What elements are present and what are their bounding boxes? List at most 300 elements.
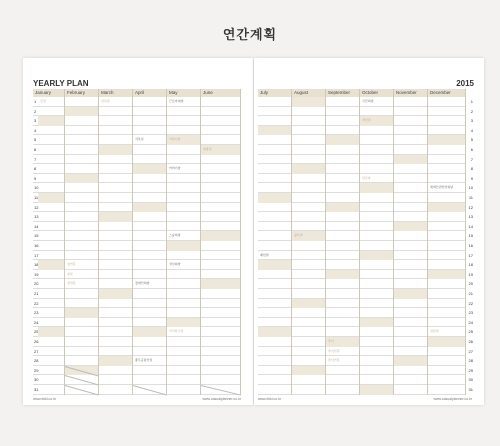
day-row-16	[258, 241, 473, 251]
day-cell	[394, 116, 428, 126]
month-header-row	[258, 89, 466, 97]
day-cell	[360, 183, 394, 193]
day-cell	[99, 212, 133, 222]
day-cell	[360, 241, 394, 251]
day-number: 5	[470, 137, 473, 143]
day-cell	[326, 145, 360, 155]
day-number: 31	[34, 387, 39, 392]
day-cell	[99, 135, 133, 145]
day-cell	[360, 231, 394, 241]
holiday-note: 성년의날	[169, 262, 181, 267]
day-cell	[99, 260, 133, 270]
day-cell	[99, 126, 133, 136]
day-cell	[292, 135, 326, 145]
holiday-note: 한글날	[362, 175, 371, 180]
day-cell	[133, 203, 167, 213]
day-cell	[167, 107, 201, 117]
day-number: 19	[34, 271, 39, 277]
month-august: August	[292, 89, 326, 97]
day-cell	[201, 193, 241, 203]
day-cell	[360, 135, 394, 145]
day-cell	[258, 164, 292, 174]
holiday-note: 어버이날	[169, 166, 181, 171]
day-cell	[133, 375, 167, 385]
day-row-3	[33, 116, 241, 126]
day-cell	[360, 251, 394, 261]
day-cell	[326, 260, 360, 270]
day-cell	[99, 183, 133, 193]
month-october: October	[360, 89, 394, 97]
day-cell	[201, 97, 241, 107]
day-cell	[360, 145, 394, 155]
day-cell	[258, 126, 292, 136]
day-cell	[394, 241, 428, 251]
day-cell	[326, 212, 360, 222]
day-number: 25	[34, 329, 39, 335]
day-cell	[292, 347, 326, 357]
day-row-11	[33, 193, 241, 203]
day-cell	[65, 135, 99, 145]
day-cell	[428, 366, 466, 376]
day-cell	[326, 279, 360, 289]
month-july: July	[258, 89, 292, 97]
day-cell	[428, 222, 466, 232]
day-cell	[133, 222, 167, 232]
day-number: 14	[468, 223, 473, 229]
day-cell	[394, 308, 428, 318]
day-cell	[99, 299, 133, 309]
day-row-24	[258, 318, 473, 328]
day-cell	[99, 308, 133, 318]
day-cell	[99, 318, 133, 328]
day-number: 28	[34, 358, 39, 364]
day-cell	[65, 318, 99, 328]
day-cell	[133, 318, 167, 328]
day-row-12	[258, 203, 473, 213]
day-cell	[292, 289, 326, 299]
holiday-note: 추석연휴	[328, 348, 340, 353]
day-cell	[292, 308, 326, 318]
day-row-1	[33, 97, 241, 107]
day-cell	[394, 135, 428, 145]
day-cell	[428, 260, 466, 270]
day-cell	[133, 97, 167, 107]
day-cell	[133, 308, 167, 318]
day-cell	[428, 308, 466, 318]
day-number: 22	[468, 300, 473, 306]
day-cell	[65, 222, 99, 232]
day-number: 10	[468, 185, 473, 191]
yearly-plan-right-page	[254, 58, 484, 405]
day-cell	[428, 107, 466, 117]
day-number: 26	[34, 339, 39, 344]
day-cell	[167, 375, 201, 385]
day-cell	[38, 347, 65, 357]
holiday-note: 제헌절	[260, 252, 269, 257]
day-cell	[394, 126, 428, 136]
day-cell	[258, 289, 292, 299]
day-row-10	[33, 183, 241, 193]
day-cell	[394, 260, 428, 270]
day-cell	[65, 251, 99, 261]
day-number: 3	[34, 118, 37, 124]
day-cell	[360, 155, 394, 165]
day-cell	[292, 145, 326, 155]
day-row-20	[258, 279, 473, 289]
day-cell	[292, 164, 326, 174]
day-row-19	[33, 270, 241, 280]
day-number: 24	[34, 319, 39, 325]
day-cell	[167, 126, 201, 136]
day-cell	[38, 193, 65, 203]
day-cell	[99, 116, 133, 126]
holiday-note: 삼일절	[101, 99, 110, 103]
day-cell	[38, 251, 65, 261]
day-cell	[292, 126, 326, 136]
day-cell	[292, 260, 326, 270]
day-number: 8	[34, 166, 37, 172]
day-number: 29	[34, 367, 39, 373]
day-cell	[258, 174, 292, 184]
day-number: 2	[34, 108, 37, 114]
day-cell	[201, 231, 241, 241]
month-september: September	[326, 89, 360, 97]
day-cell	[394, 356, 428, 366]
day-cell	[326, 327, 360, 337]
day-cell	[65, 327, 99, 337]
day-number: 9	[34, 175, 37, 181]
day-cell	[201, 174, 241, 184]
day-cell	[360, 270, 394, 280]
day-number: 28	[468, 358, 473, 364]
day-row-24	[33, 318, 241, 328]
day-cell	[394, 97, 428, 107]
day-cell	[360, 164, 394, 174]
day-cell	[65, 116, 99, 126]
day-cell	[292, 222, 326, 232]
day-cell	[428, 231, 466, 241]
day-row-30	[33, 375, 241, 385]
day-cell	[201, 107, 241, 117]
day-number: 27	[468, 348, 473, 354]
day-cell	[201, 183, 241, 193]
day-cell	[326, 308, 360, 318]
day-cell	[326, 385, 360, 395]
day-cell	[360, 260, 394, 270]
day-cell	[65, 356, 99, 366]
holiday-note: 설연휴	[67, 281, 76, 286]
day-cell	[258, 116, 292, 126]
month-february: February	[65, 89, 99, 97]
day-cell	[428, 337, 466, 347]
day-cell	[326, 231, 360, 241]
day-number: 7	[34, 156, 37, 162]
day-row-8	[33, 164, 241, 174]
holiday-note: 세계인권선언의날	[430, 185, 454, 190]
day-cell	[38, 174, 65, 184]
day-cell	[201, 251, 241, 261]
day-cell	[133, 327, 167, 337]
day-cell	[258, 212, 292, 222]
year-header: 2015	[456, 79, 474, 88]
day-cell	[133, 347, 167, 357]
day-cell	[428, 251, 466, 261]
day-cell	[133, 174, 167, 184]
day-row-29	[258, 366, 473, 376]
day-cell	[201, 289, 241, 299]
day-cell	[360, 327, 394, 337]
day-cell	[38, 356, 65, 366]
day-number: 24	[468, 319, 473, 325]
day-cell	[394, 222, 428, 232]
holiday-note: 석가탄신일	[169, 329, 184, 334]
day-cell	[326, 155, 360, 165]
day-number: 13	[34, 214, 39, 220]
day-cell	[292, 107, 326, 117]
day-cell	[201, 366, 241, 376]
day-cell	[394, 366, 428, 376]
day-cell	[394, 279, 428, 289]
day-number: 2	[470, 108, 473, 114]
day-cell	[258, 375, 292, 385]
day-cell	[428, 212, 466, 222]
day-cell	[167, 145, 201, 155]
day-row-30	[258, 375, 473, 385]
day-cell	[258, 308, 292, 318]
day-cell	[38, 308, 65, 318]
day-row-15	[33, 231, 241, 241]
day-row-28	[258, 356, 473, 366]
day-cell	[258, 193, 292, 203]
day-cell	[428, 116, 466, 126]
day-row-25	[33, 327, 241, 337]
day-cell	[258, 155, 292, 165]
day-cell	[201, 203, 241, 213]
day-cell	[167, 203, 201, 213]
day-cell	[292, 241, 326, 251]
day-number: 20	[34, 281, 39, 287]
day-row-6	[258, 145, 473, 155]
day-number: 19	[468, 271, 473, 277]
day-row-26	[33, 337, 241, 347]
day-cell	[201, 337, 241, 347]
day-cell	[38, 203, 65, 213]
day-cell	[326, 270, 360, 280]
day-cell	[167, 212, 201, 222]
day-number: 13	[468, 214, 473, 220]
holiday-note: 성탄절	[430, 329, 439, 334]
day-cell	[38, 260, 65, 270]
day-cell	[360, 366, 394, 376]
day-cell	[38, 107, 65, 117]
day-cell	[133, 116, 167, 126]
day-cell	[292, 327, 326, 337]
footer-right-url: www.casualplanner.co.kr	[433, 397, 472, 401]
day-row-4	[258, 126, 473, 136]
day-number: 7	[470, 156, 473, 162]
day-cell	[360, 107, 394, 117]
day-cell	[167, 308, 201, 318]
day-cell	[258, 299, 292, 309]
holiday-note: 설날	[67, 271, 73, 276]
day-cell	[99, 375, 133, 385]
day-cell	[258, 183, 292, 193]
day-row-22	[33, 299, 241, 309]
day-cell	[38, 366, 65, 376]
day-number: 6	[34, 147, 37, 152]
day-row-8	[258, 164, 473, 174]
day-cell	[394, 327, 428, 337]
day-number: 30	[468, 377, 473, 383]
day-cell	[99, 193, 133, 203]
day-cell	[133, 155, 167, 165]
day-cell	[99, 270, 133, 280]
month-june: June	[201, 89, 241, 97]
day-number: 26	[468, 339, 473, 344]
day-cell	[38, 318, 65, 328]
day-number: 4	[34, 127, 37, 133]
day-cell	[38, 126, 65, 136]
day-cell	[258, 318, 292, 328]
day-number: 14	[34, 223, 39, 229]
day-row-23	[33, 308, 241, 318]
day-cell	[201, 135, 241, 145]
day-cell	[394, 174, 428, 184]
day-row-7	[33, 155, 241, 165]
day-cell	[360, 299, 394, 309]
month-march: March	[99, 89, 133, 97]
day-cell	[201, 356, 241, 366]
day-cell	[326, 222, 360, 232]
day-cell	[394, 251, 428, 261]
day-cell	[38, 231, 65, 241]
day-cell	[326, 318, 360, 328]
footer-left-url: www.ekkl.co.kr	[33, 397, 57, 401]
day-cell	[99, 356, 133, 366]
day-cell	[258, 241, 292, 251]
day-row-14	[33, 222, 241, 232]
day-row-18	[33, 260, 241, 270]
day-cell	[292, 318, 326, 328]
day-cell	[65, 97, 99, 107]
day-cell	[38, 375, 65, 385]
holiday-note: 신정	[40, 99, 46, 103]
day-cell	[167, 289, 201, 299]
day-cell	[99, 327, 133, 337]
day-cell	[258, 203, 292, 213]
day-row-23	[258, 308, 473, 318]
day-cell	[65, 155, 99, 165]
day-cell	[65, 145, 99, 155]
day-cell	[258, 327, 292, 337]
day-cell	[201, 116, 241, 126]
day-cell	[38, 289, 65, 299]
day-cell	[38, 183, 65, 193]
yearly-plan-left-page	[23, 58, 253, 405]
day-cell	[292, 155, 326, 165]
day-cell	[394, 270, 428, 280]
day-cell	[38, 164, 65, 174]
day-cell	[167, 337, 201, 347]
day-cell	[326, 126, 360, 136]
day-cell	[360, 356, 394, 366]
day-cell	[201, 279, 241, 289]
day-cell	[167, 347, 201, 357]
day-cell	[65, 126, 99, 136]
day-cell	[428, 97, 466, 107]
day-number: 20	[468, 281, 473, 287]
day-cell	[428, 135, 466, 145]
day-cell	[167, 385, 201, 395]
day-cell	[133, 231, 167, 241]
day-cell	[360, 279, 394, 289]
day-cell	[394, 183, 428, 193]
day-number: 15	[468, 233, 473, 239]
day-cell	[258, 337, 292, 347]
day-cell	[38, 327, 65, 337]
day-cell	[428, 347, 466, 357]
day-cell	[394, 155, 428, 165]
day-cell	[326, 97, 360, 107]
day-cell	[394, 347, 428, 357]
day-cell	[326, 366, 360, 376]
day-cell	[428, 174, 466, 184]
day-cell	[65, 231, 99, 241]
day-cell	[258, 385, 292, 395]
page-title: 연간계획	[222, 28, 278, 43]
day-cell	[38, 270, 65, 280]
day-cell	[99, 203, 133, 213]
day-row-9	[33, 174, 241, 184]
day-cell	[360, 347, 394, 357]
month-april: April	[133, 89, 167, 97]
day-cell	[394, 145, 428, 155]
holiday-note: 근로자의날	[169, 99, 184, 103]
day-row-5	[258, 135, 473, 145]
yearly-plan-header: YEARLY PLAN	[33, 79, 89, 88]
day-cell	[258, 279, 292, 289]
day-cell	[258, 107, 292, 117]
day-cell	[65, 347, 99, 357]
day-cell	[428, 164, 466, 174]
day-cell	[167, 222, 201, 232]
day-number: 23	[468, 310, 473, 316]
day-cell	[360, 193, 394, 203]
day-row-13	[33, 212, 241, 222]
day-cell	[326, 183, 360, 193]
day-cell	[428, 155, 466, 165]
day-row-15	[258, 231, 473, 241]
day-cell	[201, 241, 241, 251]
day-row-27	[258, 347, 473, 357]
day-cell	[326, 116, 360, 126]
day-number: 12	[34, 204, 39, 210]
day-number: 29	[468, 367, 473, 373]
day-number: 17	[468, 252, 473, 258]
day-cell	[133, 366, 167, 376]
day-row-17	[33, 251, 241, 261]
day-cell	[201, 327, 241, 337]
day-cell	[428, 193, 466, 203]
holiday-note: 설연휴	[67, 262, 76, 267]
day-cell	[326, 203, 360, 213]
day-cell	[394, 289, 428, 299]
day-number: 5	[34, 137, 37, 143]
day-number: 1	[34, 99, 37, 104]
day-number: 6	[470, 147, 473, 152]
day-row-31	[258, 385, 473, 395]
day-cell	[99, 231, 133, 241]
